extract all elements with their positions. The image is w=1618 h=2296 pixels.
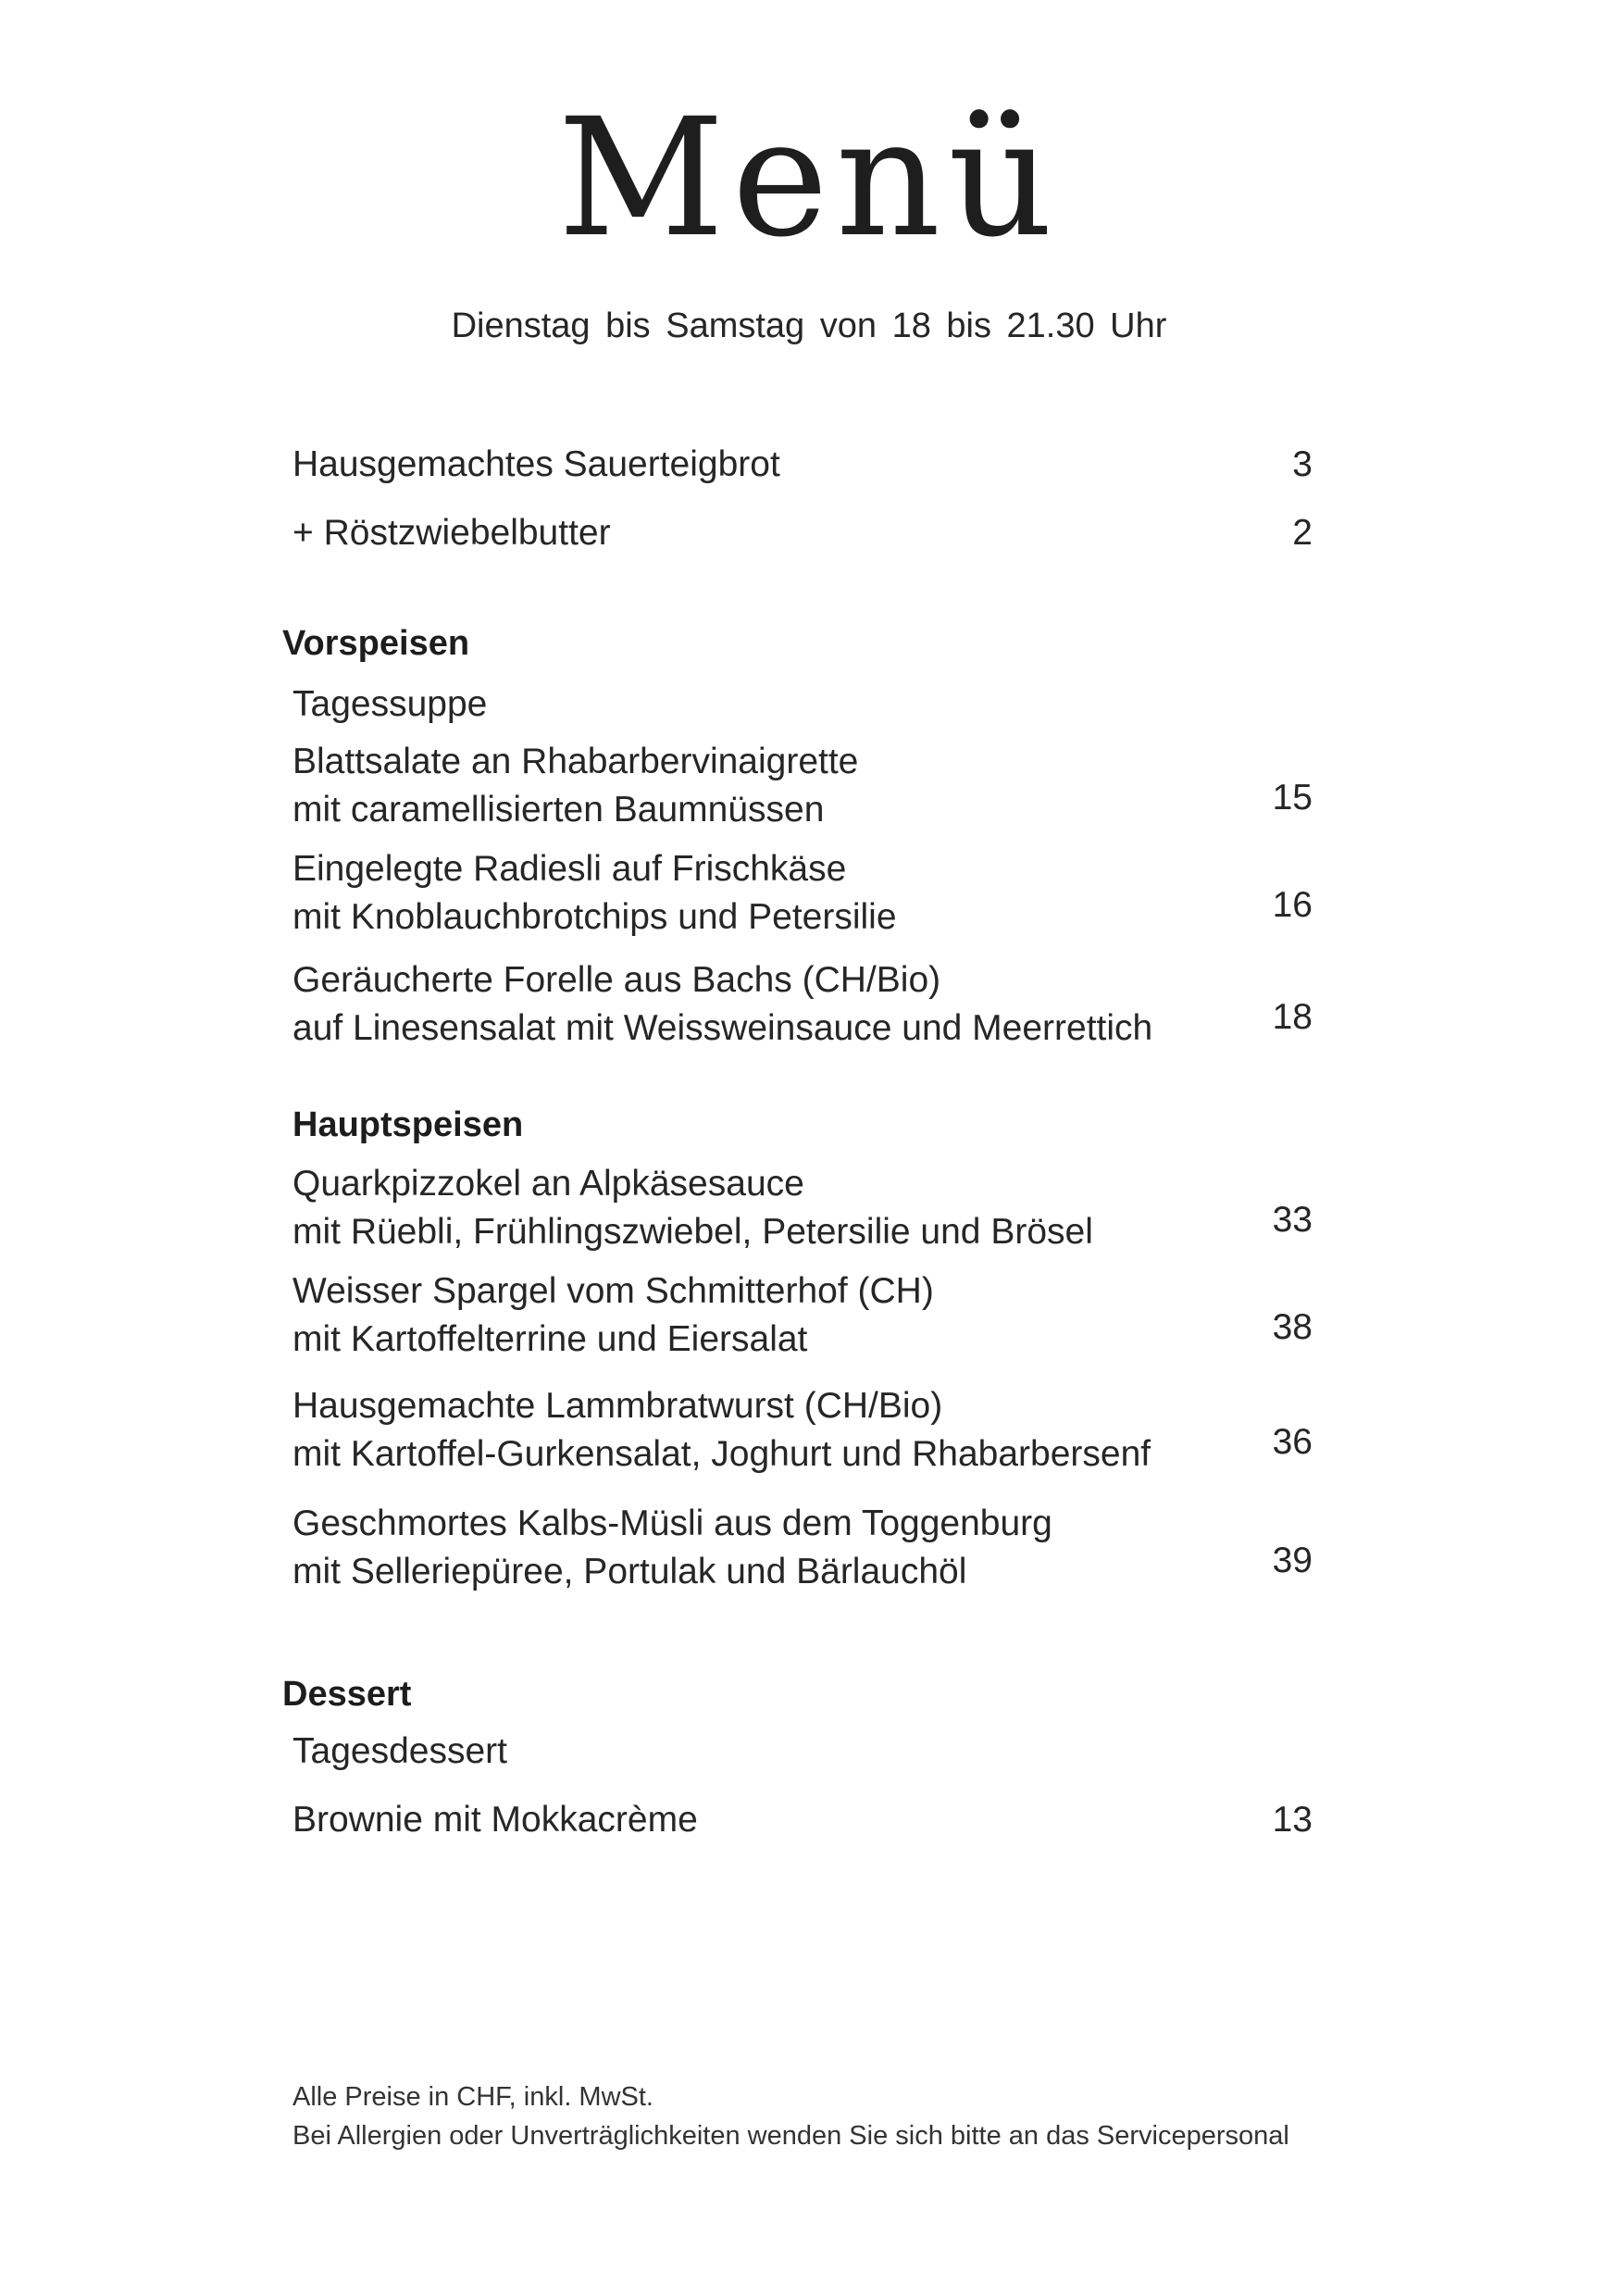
menu-item-price: 16 <box>1272 885 1313 925</box>
menu-item-price: 36 <box>1272 1422 1313 1462</box>
menu-item-price: 18 <box>1272 997 1313 1037</box>
bread-item-price: 3 <box>1292 444 1313 484</box>
menu-item-name: Geräucherte Forelle aus Bachs (CH/Bio) <box>292 960 941 1000</box>
menu-item-price: 38 <box>1272 1307 1313 1347</box>
menu-item-description: mit Selleriepüree, Portulak und Bärlauchöl <box>292 1552 967 1591</box>
menu-item-description: mit Kartoffel-Gurkensalat, Joghurt und Rhabarbersenf <box>292 1434 1151 1474</box>
menu-item-price: 39 <box>1272 1541 1313 1580</box>
menu-title: Menü <box>557 83 1061 273</box>
menu-item-name: Geschmortes Kalbs-Müsli aus dem Toggenburg <box>292 1504 1052 1543</box>
menu-item-name: Weisser Spargel vom Schmitterhof (CH) <box>292 1271 934 1311</box>
menu-item-name: Blattsalate an Rhabarbervinaigrette <box>292 742 859 781</box>
footer-allergy-note: Bei Allergien oder Unverträglichkeiten wenden Sie sich bitte an das Servicepersonal <box>292 2121 1289 2151</box>
menu-item-price: 13 <box>1272 1800 1313 1840</box>
section-heading-vorspeisen: Vorspeisen <box>282 624 470 663</box>
menu-item-name: Tagesdessert <box>292 1731 507 1771</box>
menu-item-price: 33 <box>1272 1200 1313 1240</box>
footer-price-note: Alle Preise in CHF, inkl. MwSt. <box>292 2082 653 2112</box>
bread-item-name: Hausgemachtes Sauerteigbrot <box>292 444 780 484</box>
menu-item-price: 15 <box>1272 778 1313 817</box>
menu-item-name: Quarkpizzokel an Alpkäsesauce <box>292 1164 804 1204</box>
menu-item-name: Brownie mit Mokkacrème <box>292 1800 698 1840</box>
bread-addon-price: 2 <box>1292 513 1313 553</box>
menu-item-description: mit Rüebli, Frühlingszwiebel, Petersilie und Brösel <box>292 1212 1093 1252</box>
section-heading-dessert: Dessert <box>282 1675 412 1714</box>
menu-item-description: mit caramellisierten Baumnüssen <box>292 790 825 830</box>
section-heading-hauptspeisen: Hauptspeisen <box>292 1105 524 1144</box>
menu-item-name: Eingelegte Radiesli auf Frischkäse <box>292 849 847 889</box>
menu-item-description: mit Knoblauchbrotchips und Petersilie <box>292 897 897 937</box>
menu-item-description: mit Kartoffelterrine und Eiersalat <box>292 1319 808 1359</box>
opening-hours: Dienstag bis Samstag von 18 bis 21.30 Uhr <box>451 306 1167 345</box>
menu-item-description: auf Linesensalat mit Weissweinsauce und Meerrettich <box>292 1008 1153 1048</box>
bread-addon-name: + Röstzwiebelbutter <box>292 513 611 553</box>
menu-item-name: Hausgemachte Lammbratwurst (CH/Bio) <box>292 1386 943 1426</box>
menu-item-name: Tagessuppe <box>292 684 488 724</box>
